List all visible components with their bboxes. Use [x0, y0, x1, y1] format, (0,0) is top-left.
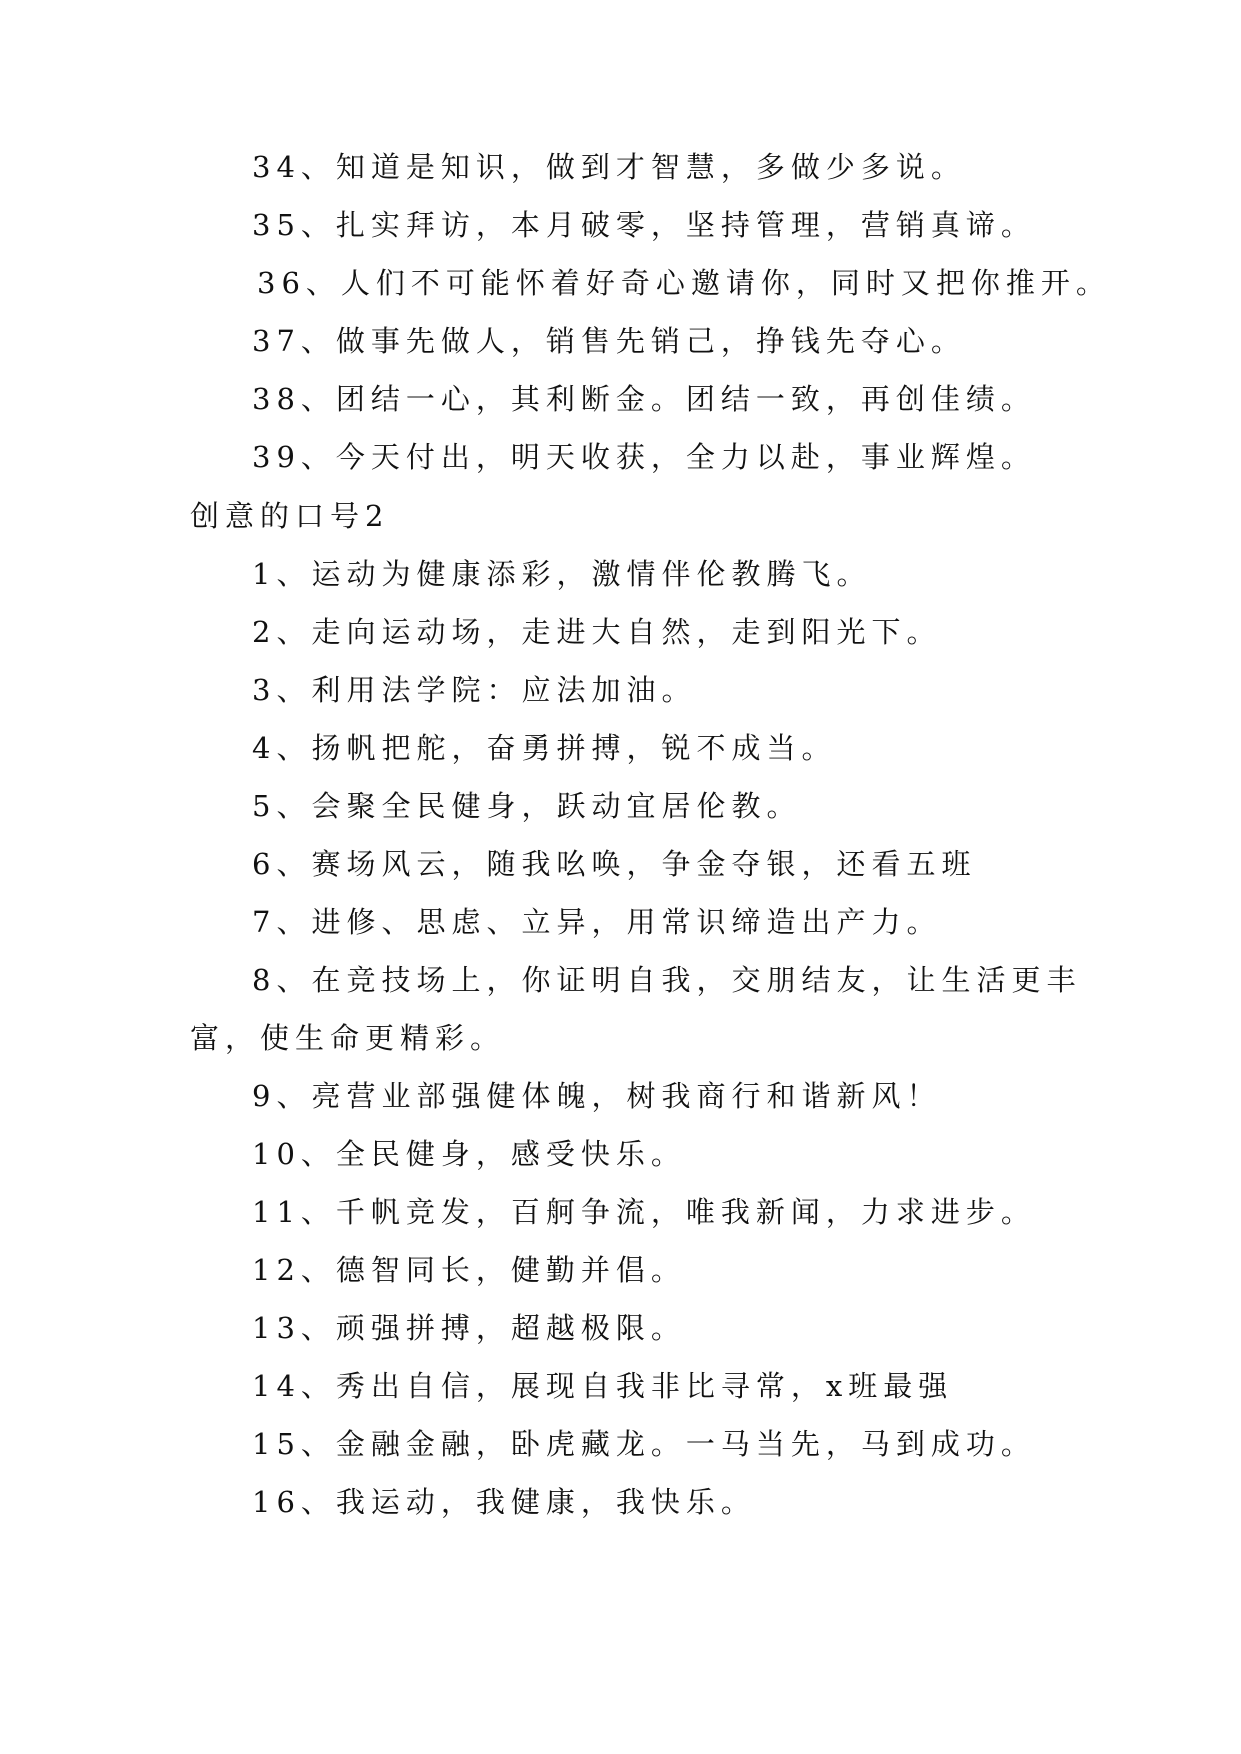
list-item: 1、运动为健康添彩，激情伴伦教腾飞。 [252, 557, 872, 591]
list-item: 35、扎实拜访，本月破零，坚持管理，营销真谛。 [252, 208, 1036, 242]
list-item: 9、亮营业部强健体魄，树我商行和谐新风！ [252, 1079, 942, 1113]
list-item: 13、顽强拼搏，超越极限。 [252, 1311, 686, 1345]
list-item: 11、千帆竞发，百舸争流，唯我新闻，力求进步。 [252, 1195, 1036, 1229]
list-item: 8、在竞技场上，你证明自我，交朋结友，让生活更丰 [252, 963, 1082, 997]
list-item: 2、走向运动场，走进大自然，走到阳光下。 [252, 615, 942, 649]
list-item: 38、团结一心，其利断金。团结一致，再创佳绩。 [252, 382, 1036, 416]
list-item: 15、金融金融，卧虎藏龙。一马当先，马到成功。 [252, 1427, 1036, 1461]
list-item: 6、赛场风云，随我吆唤，争金夺银，还看五班 [252, 847, 977, 881]
list-item: 4、扬帆把舵，奋勇拼搏，锐不成当。 [252, 731, 837, 765]
list-item: 39、今天付出，明天收获，全力以赴，事业辉煌。 [252, 440, 1036, 474]
list-item: 7、进修、思虑、立异，用常识缔造出产力。 [252, 905, 942, 939]
list-item: 16、我运动，我健康，我快乐。 [252, 1485, 756, 1519]
list-item: 36、人们不可能怀着好奇心邀请你，同时又把你推开。 [257, 266, 1111, 300]
list-item: 34、知道是知识，做到才智慧，多做少多说。 [252, 150, 966, 184]
list-item-continuation: 富，使生命更精彩。 [190, 1021, 506, 1055]
list-item: 12、德智同长，健勤并倡。 [252, 1253, 686, 1287]
list-item: 37、做事先做人，销售先销己，挣钱先夺心。 [252, 324, 966, 358]
list-item: 5、会聚全民健身，跃动宜居伦教。 [252, 789, 802, 823]
list-item: 10、全民健身，感受快乐。 [252, 1137, 686, 1171]
list-item: 3、利用法学院：应法加油。 [252, 673, 697, 707]
list-item: 14、秀出自信，展现自我非比寻常，x班最强 [252, 1369, 954, 1403]
section-heading: 创意的口号2 [190, 499, 390, 533]
